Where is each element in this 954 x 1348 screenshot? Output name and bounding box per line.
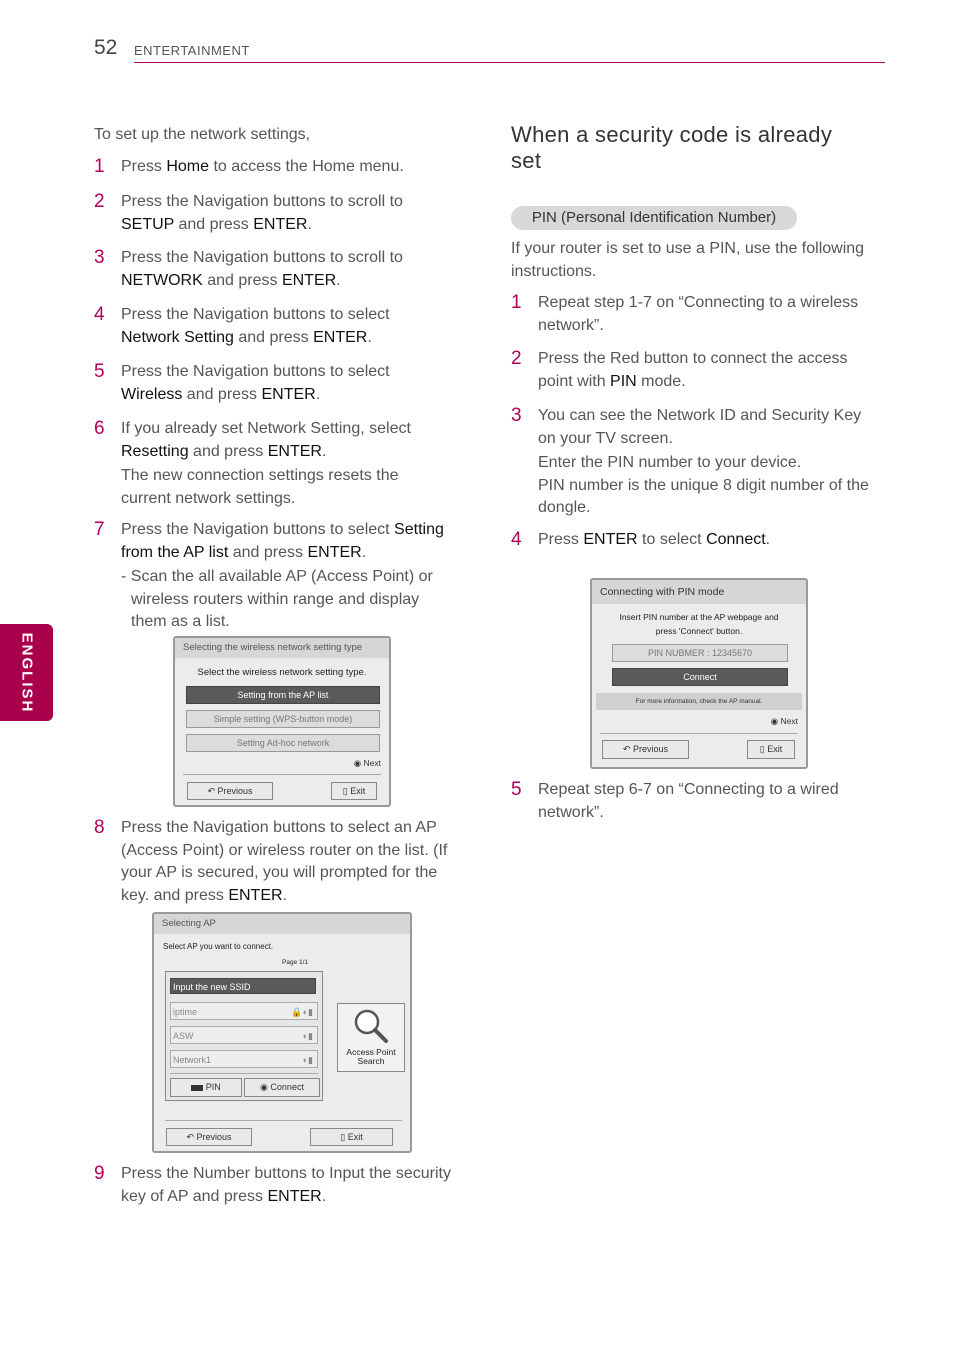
text: (Access Point) or wireless router on the list. (If bbox=[121, 841, 448, 859]
divider bbox=[165, 1120, 402, 1121]
step-2-text bbox=[121, 191, 403, 236]
text: The new connection settings resets the bbox=[121, 467, 399, 484]
text: . bbox=[307, 215, 312, 233]
pin-label: PIN bbox=[205, 1082, 221, 1092]
step-5-text bbox=[121, 361, 390, 406]
step-number: 5 bbox=[94, 361, 105, 382]
keyword: ENTER bbox=[228, 886, 283, 904]
keyword: NETWORK bbox=[121, 271, 203, 289]
divider bbox=[183, 774, 381, 775]
step-number: 2 bbox=[511, 348, 522, 369]
heading-line: set bbox=[511, 148, 542, 173]
keyword: SETUP bbox=[121, 215, 175, 233]
text: point with bbox=[538, 372, 611, 390]
previous-button[interactable] bbox=[187, 782, 273, 800]
text: . bbox=[367, 328, 372, 346]
text: Press the Navigation buttons to select bbox=[121, 306, 390, 323]
text: instructions. bbox=[511, 262, 597, 280]
red-button-icon bbox=[191, 1085, 203, 1091]
step-number: 9 bbox=[94, 1163, 105, 1184]
exit-button[interactable] bbox=[310, 1128, 393, 1146]
step-3-text bbox=[121, 247, 403, 292]
text: to select bbox=[637, 531, 707, 548]
text: You can see the Network ID and Security Key bbox=[538, 407, 862, 424]
ok-icon: ◉ bbox=[260, 1082, 268, 1092]
signal-icon: ◐▮ bbox=[302, 1031, 313, 1041]
keyword: Wireless bbox=[121, 385, 183, 403]
previous-label: Previous bbox=[633, 744, 669, 754]
step-9-text bbox=[121, 1163, 481, 1208]
keyword: ENTER bbox=[267, 442, 322, 460]
right-step-3 bbox=[538, 405, 898, 520]
list-item[interactable] bbox=[170, 1050, 318, 1068]
keyword: from the AP list bbox=[121, 543, 229, 561]
intro-text: To set up the network settings, bbox=[94, 126, 311, 143]
back-icon: ↶ bbox=[186, 1132, 194, 1142]
exit-label: Exit bbox=[350, 786, 366, 796]
keyword: Home bbox=[166, 158, 210, 175]
text: your AP is secured, you will prompted for the bbox=[121, 864, 438, 881]
text: key. and press bbox=[121, 886, 229, 904]
option-wps[interactable]: Simple setting (WPS-button mode) bbox=[186, 710, 380, 728]
ok-icon: ◉ bbox=[353, 758, 362, 768]
text: . bbox=[282, 886, 287, 904]
step-number: 8 bbox=[94, 817, 105, 838]
next-label: Next bbox=[363, 758, 381, 768]
network-type-dialog bbox=[173, 636, 391, 807]
exit-icon: ▯ bbox=[342, 786, 348, 796]
text: - Scan the all available AP (Access Point) or bbox=[121, 568, 433, 585]
text: Repeat step 1-7 on “Connecting to a wireless bbox=[538, 294, 859, 311]
connect-button[interactable]: Connect bbox=[612, 668, 788, 686]
exit-button[interactable] bbox=[331, 782, 377, 800]
text: press 'Connect' button. bbox=[655, 626, 743, 636]
exit-button[interactable] bbox=[747, 740, 795, 759]
right-step-5 bbox=[538, 779, 898, 824]
dialog-title: Selecting the wireless network setting type bbox=[175, 638, 389, 658]
step-number: 3 bbox=[511, 405, 522, 426]
keyword: ENTER bbox=[253, 215, 308, 233]
exit-icon: ▯ bbox=[340, 1132, 346, 1142]
step-number: 4 bbox=[94, 304, 105, 325]
step-7-text bbox=[121, 519, 471, 634]
previous-label: Previous bbox=[217, 786, 253, 796]
ap-search-button[interactable] bbox=[337, 1003, 405, 1072]
keyword: ENTER bbox=[313, 328, 368, 346]
exit-icon: ▯ bbox=[759, 744, 765, 754]
page-number: 52 bbox=[94, 36, 118, 59]
text: Press bbox=[538, 531, 584, 548]
text: Press the Navigation buttons to scroll to bbox=[121, 193, 403, 210]
step-number: 3 bbox=[94, 247, 105, 268]
text: key of AP and press bbox=[121, 1187, 268, 1205]
ap-list bbox=[165, 971, 323, 1101]
keyword: Network Setting bbox=[121, 328, 234, 346]
text: Enter the PIN number to your device. bbox=[538, 454, 802, 471]
list-item[interactable] bbox=[170, 1002, 318, 1020]
option-adhoc[interactable]: Setting Ad-hoc network bbox=[186, 734, 380, 752]
text: and press bbox=[228, 543, 308, 561]
dialog-message bbox=[592, 610, 806, 638]
step-number: 6 bbox=[94, 418, 105, 439]
magnifier-icon bbox=[351, 1006, 391, 1046]
text: and press bbox=[174, 215, 254, 233]
section-title: ENTERTAINMENT bbox=[134, 43, 250, 58]
text: . bbox=[321, 442, 327, 460]
pin-mode-dialog bbox=[590, 578, 808, 769]
connect-label: Connect bbox=[270, 1082, 304, 1092]
back-icon: ↶ bbox=[622, 744, 631, 754]
text: them as a list. bbox=[131, 613, 230, 630]
select-ap-dialog bbox=[152, 912, 412, 1153]
next-hint bbox=[354, 758, 381, 769]
text: and press bbox=[188, 442, 268, 460]
next-label: Next bbox=[780, 716, 798, 726]
exit-label: Exit bbox=[767, 744, 783, 754]
text: network”. bbox=[538, 316, 604, 334]
previous-label: Previous bbox=[196, 1132, 232, 1142]
dialog-title: Connecting with PIN mode bbox=[592, 580, 806, 604]
back-icon: ↶ bbox=[207, 786, 215, 796]
text: Press the Navigation buttons to select an AP bbox=[121, 819, 437, 836]
option-ap-list[interactable]: Setting from the AP list bbox=[186, 686, 380, 704]
text: on your TV screen. bbox=[538, 429, 673, 447]
heading-line: When a security code is already bbox=[511, 122, 833, 147]
text: If you already set Network Setting, select bbox=[121, 420, 411, 437]
text: . bbox=[321, 1187, 327, 1205]
previous-button[interactable] bbox=[602, 740, 689, 759]
step-4-text bbox=[121, 304, 390, 349]
keyword: ENTER bbox=[261, 385, 316, 403]
connect-button[interactable] bbox=[244, 1078, 320, 1097]
text: wireless routers within range and display bbox=[131, 590, 420, 608]
step-6-text bbox=[121, 418, 411, 510]
text: . bbox=[336, 271, 341, 289]
language-tab bbox=[0, 624, 53, 721]
divider bbox=[600, 733, 798, 734]
text: . bbox=[315, 385, 321, 403]
keyword: Connect bbox=[706, 531, 766, 548]
step-number: 4 bbox=[511, 529, 522, 550]
ok-icon: ◉ bbox=[770, 716, 779, 726]
right-step-4 bbox=[538, 529, 898, 552]
ap-name: Network1 bbox=[173, 1055, 212, 1065]
keyword: ENTER bbox=[583, 531, 638, 548]
subheading-pill: PIN (Personal Identification Number) bbox=[511, 206, 797, 230]
keyword: ENTER bbox=[281, 271, 337, 289]
section-heading bbox=[511, 122, 832, 174]
text: and press bbox=[202, 271, 282, 289]
signal-icon: ◐▮ bbox=[302, 1055, 313, 1065]
step-number: 7 bbox=[94, 519, 105, 540]
language-tab-label: ENGLISH bbox=[18, 632, 35, 713]
list-item-new-ssid[interactable]: Input the new SSID bbox=[170, 978, 316, 994]
text: If your router is set to use a PIN, use the following bbox=[511, 240, 865, 257]
step-number: 1 bbox=[94, 156, 105, 177]
text: Press the Red button to connect the access bbox=[538, 350, 848, 367]
text: current network settings. bbox=[121, 489, 296, 507]
step-8-text bbox=[121, 817, 471, 907]
step-number: 5 bbox=[511, 779, 522, 800]
text: PIN number is the unique 8 digit number of the bbox=[538, 476, 869, 494]
header-rule bbox=[134, 62, 885, 63]
text: . bbox=[361, 543, 367, 561]
text: Repeat step 6-7 on “Connecting to a wired bbox=[538, 781, 839, 798]
text: . bbox=[765, 531, 771, 548]
divider bbox=[170, 1073, 318, 1074]
right-intro bbox=[511, 238, 891, 283]
text: dongle. bbox=[538, 499, 591, 516]
pin-number-field: PIN NUBMER : 12345670 bbox=[612, 644, 788, 662]
info-banner: For more information, check the AP manual. bbox=[596, 693, 802, 710]
dialog-prompt: Select the wireless network setting type. bbox=[197, 667, 367, 678]
step-number: 1 bbox=[511, 292, 522, 313]
search-label-1: Access Point bbox=[346, 1047, 396, 1057]
keyword: ENTER bbox=[307, 543, 362, 561]
right-step-1 bbox=[538, 292, 898, 337]
keyword: Setting bbox=[394, 521, 444, 538]
dialog-title: Selecting AP bbox=[154, 914, 410, 934]
keyword: PIN bbox=[610, 372, 637, 390]
text: Press bbox=[121, 158, 167, 175]
text: and press bbox=[182, 385, 262, 403]
text: mode. bbox=[636, 372, 686, 390]
dialog-prompt: Select AP you want to connect. bbox=[163, 942, 274, 951]
step-1-text bbox=[121, 156, 404, 179]
lock-signal-icon: 🔒◐▮ bbox=[291, 1007, 313, 1017]
ap-name: ASW bbox=[173, 1031, 194, 1041]
exit-label: Exit bbox=[347, 1132, 363, 1142]
text: Press the Navigation buttons to scroll to bbox=[121, 249, 403, 266]
keyword: ENTER bbox=[267, 1187, 322, 1205]
search-label-2: Search bbox=[357, 1056, 385, 1066]
text: Press the Navigation buttons to select bbox=[121, 363, 390, 380]
text: network”. bbox=[538, 803, 604, 821]
text: Insert PIN number at the AP webpage and bbox=[619, 612, 779, 622]
list-item[interactable] bbox=[170, 1026, 318, 1044]
previous-button[interactable] bbox=[166, 1128, 252, 1146]
step-number: 2 bbox=[94, 191, 105, 212]
next-hint bbox=[771, 716, 798, 727]
text: and press bbox=[233, 328, 314, 346]
text: Press the Number buttons to Input the security bbox=[121, 1165, 451, 1182]
pin-button[interactable] bbox=[170, 1078, 242, 1097]
page-indicator: Page 1/1 bbox=[282, 959, 309, 966]
text: to access the Home menu. bbox=[209, 158, 404, 175]
keyword: Resetting bbox=[121, 442, 189, 460]
ap-name: iptime bbox=[173, 1007, 198, 1017]
text: Press the Navigation buttons to select bbox=[121, 521, 395, 538]
right-step-2 bbox=[538, 348, 898, 393]
